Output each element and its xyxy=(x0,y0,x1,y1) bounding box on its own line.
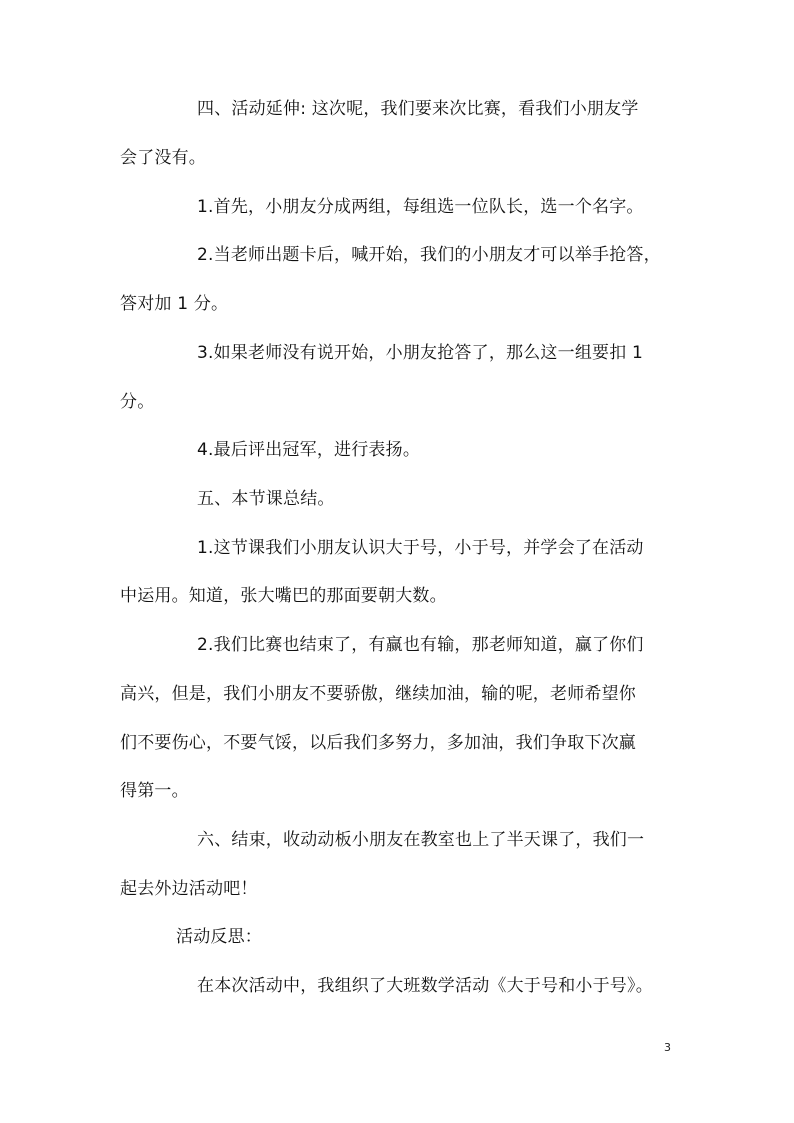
text-line: 分。 xyxy=(120,392,155,412)
text-line: 四、活动延伸: 这次呢，我们要来次比赛，看我们小朋友学 xyxy=(197,99,639,119)
text-line: 4.最后评出冠军，进行表扬。 xyxy=(197,440,421,460)
text-line: 六、结束，收动动板小朋友在教室也上了半天课了，我们一 xyxy=(197,830,645,850)
text-line: 3.如果老师没有说开始，小朋友抢答了，那么这一组要扣 1 xyxy=(197,343,644,363)
text-line: 得第一。 xyxy=(120,781,189,801)
text-line: 高兴，但是，我们小朋友不要骄傲，继续加油，输的呢，老师希望你 xyxy=(120,684,636,704)
text-line: 1.这节课我们小朋友认识大于号，小于号，并学会了在活动 xyxy=(197,538,644,558)
text-line: 1.首先，小朋友分成两组，每组选一位队长，选一个名字。 xyxy=(197,197,644,217)
text-line: 答对加 1 分。 xyxy=(120,294,229,314)
text-line: 们不要伤心，不要气馁，以后我们多努力，多加油，我们争取下次赢 xyxy=(120,733,636,753)
page-number: 3 xyxy=(664,1041,671,1054)
text-line: 2.当老师出题卡后，喊开始，我们的小朋友才可以举手抢答， xyxy=(197,245,661,265)
section-heading: 五、本节课总结。 xyxy=(197,489,335,509)
text-line: 中运用。知道，张大嘴巴的那面要朝大数。 xyxy=(120,586,447,606)
text-line: 在本次活动中，我组织了大班数学活动《大于号和小于号》。 xyxy=(197,976,653,996)
text-line: 起去外边活动吧！ xyxy=(120,879,258,899)
section-heading: 活动反思： xyxy=(176,927,262,947)
text-line: 会了没有。 xyxy=(120,148,206,168)
text-line: 2.我们比赛也结束了，有赢也有输，那老师知道，赢了你们 xyxy=(197,635,644,655)
